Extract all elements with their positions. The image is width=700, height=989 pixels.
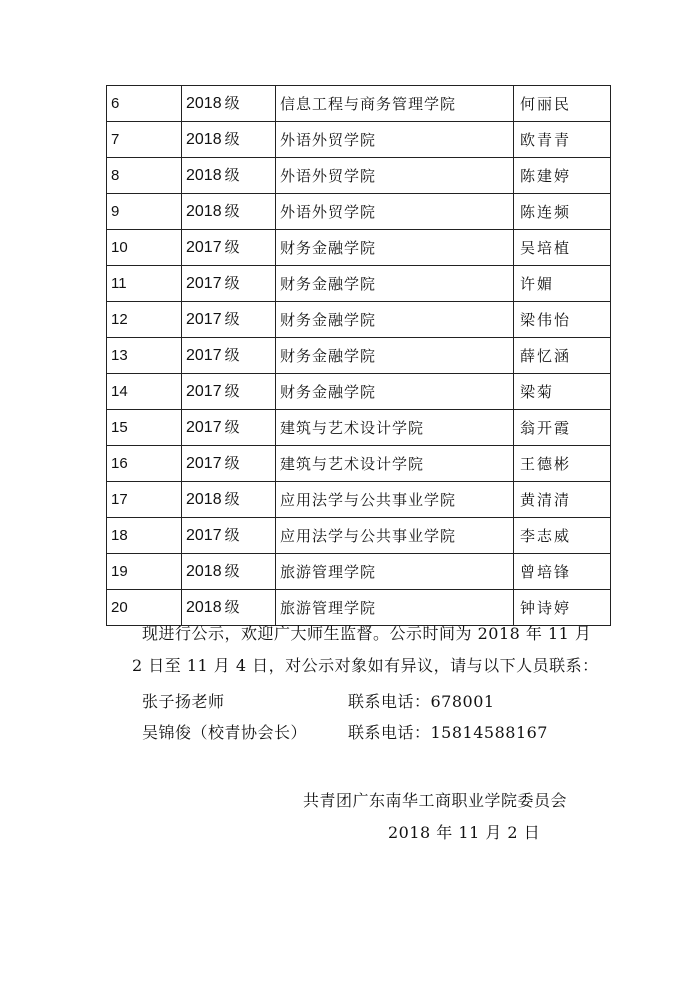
grade-year: 2018 — [186, 599, 222, 616]
cell-name: 欧青青 — [514, 122, 611, 158]
cell-college: 财务金融学院 — [276, 302, 514, 338]
grade-year: 2017 — [186, 311, 222, 328]
cell-number: 11 — [107, 266, 182, 302]
cell-number: 17 — [107, 482, 182, 518]
cell-number: 6 — [107, 86, 182, 122]
cell-name: 薛忆涵 — [514, 338, 611, 374]
cell-college: 建筑与艺术设计学院 — [276, 446, 514, 482]
notice-text-line-1: 现进行公示，欢迎广大师生监督。公示时间为 2018 年 11 月 — [142, 624, 592, 643]
cell-name: 李志威 — [514, 518, 611, 554]
cell-grade — [182, 338, 276, 374]
cell-grade — [182, 554, 276, 590]
table-row — [107, 194, 611, 230]
grade-unit: 级 — [224, 310, 241, 328]
cell-number: 16 — [107, 446, 182, 482]
contact-phone: 联系电话：15814588167 — [348, 723, 548, 742]
cell-name: 陈建婷 — [514, 158, 611, 194]
cell-grade — [182, 374, 276, 410]
grade-year: 2018 — [186, 167, 222, 184]
table-row — [107, 266, 611, 302]
cell-grade — [182, 158, 276, 194]
grade-unit: 级 — [224, 274, 241, 292]
grade-unit: 级 — [224, 526, 241, 544]
cell-number: 10 — [107, 230, 182, 266]
grade-unit: 级 — [224, 490, 241, 508]
cell-name: 许媚 — [514, 266, 611, 302]
cell-name: 曾培锋 — [514, 554, 611, 590]
cell-name: 梁菊 — [514, 374, 611, 410]
grade-year: 2017 — [186, 419, 222, 436]
grade-year: 2017 — [186, 275, 222, 292]
cell-grade — [182, 446, 276, 482]
cell-number: 20 — [107, 590, 182, 626]
cell-name: 吴培植 — [514, 230, 611, 266]
contact-name: 张子扬老师 — [142, 692, 225, 711]
grade-year: 2017 — [186, 383, 222, 400]
table-row — [107, 554, 611, 590]
cell-college: 建筑与艺术设计学院 — [276, 410, 514, 446]
cell-name: 陈连频 — [514, 194, 611, 230]
cell-college: 旅游管理学院 — [276, 554, 514, 590]
table-row — [107, 446, 611, 482]
cell-name: 翁开霞 — [514, 410, 611, 446]
cell-name: 黄清清 — [514, 482, 611, 518]
table-row — [107, 302, 611, 338]
cell-college: 财务金融学院 — [276, 266, 514, 302]
table-row — [107, 158, 611, 194]
cell-college: 外语外贸学院 — [276, 158, 514, 194]
cell-college: 应用法学与公共事业学院 — [276, 518, 514, 554]
signature-date: 2018 年 11 月 2 日 — [388, 823, 541, 842]
table-row — [107, 410, 611, 446]
grade-year: 2017 — [186, 347, 222, 364]
cell-number: 9 — [107, 194, 182, 230]
cell-college: 信息工程与商务管理学院 — [276, 86, 514, 122]
table-row — [107, 374, 611, 410]
cell-grade — [182, 194, 276, 230]
grade-year: 2018 — [186, 95, 222, 112]
cell-name: 何丽民 — [514, 86, 611, 122]
grade-year: 2018 — [186, 563, 222, 580]
cell-grade — [182, 230, 276, 266]
cell-number: 15 — [107, 410, 182, 446]
grade-unit: 级 — [224, 202, 241, 220]
grade-unit: 级 — [224, 166, 241, 184]
cell-number: 13 — [107, 338, 182, 374]
table-row — [107, 338, 611, 374]
table-row — [107, 482, 611, 518]
cell-grade — [182, 518, 276, 554]
table-row — [107, 86, 611, 122]
notice-text-line-2: 2 日至 11 月 4 日，对公示对象如有异议，请与以下人员联系： — [132, 656, 599, 675]
cell-college: 外语外贸学院 — [276, 194, 514, 230]
grade-unit: 级 — [224, 382, 241, 400]
cell-number: 19 — [107, 554, 182, 590]
grade-year: 2018 — [186, 203, 222, 220]
contact-phone: 联系电话：678001 — [348, 692, 495, 711]
cell-number: 12 — [107, 302, 182, 338]
grade-year: 2018 — [186, 491, 222, 508]
signature-organization: 共青团广东南华工商职业学院委员会 — [303, 791, 568, 810]
table-row — [107, 518, 611, 554]
cell-college: 外语外贸学院 — [276, 122, 514, 158]
contact-name: 吴锦俊（校青协会长） — [142, 723, 308, 742]
cell-number: 18 — [107, 518, 182, 554]
grade-year: 2017 — [186, 455, 222, 472]
cell-grade — [182, 86, 276, 122]
cell-name: 梁伟怡 — [514, 302, 611, 338]
cell-grade — [182, 410, 276, 446]
cell-number: 8 — [107, 158, 182, 194]
grade-unit: 级 — [224, 598, 241, 616]
grade-unit: 级 — [224, 130, 241, 148]
cell-grade — [182, 266, 276, 302]
cell-grade — [182, 302, 276, 338]
cell-college: 财务金融学院 — [276, 338, 514, 374]
cell-name: 王德彬 — [514, 446, 611, 482]
grade-unit: 级 — [224, 346, 241, 364]
cell-number: 7 — [107, 122, 182, 158]
grade-unit: 级 — [224, 418, 241, 436]
cell-college: 财务金融学院 — [276, 374, 514, 410]
table-row — [107, 230, 611, 266]
grade-year: 2017 — [186, 527, 222, 544]
grade-year: 2017 — [186, 239, 222, 256]
cell-name: 钟诗婷 — [514, 590, 611, 626]
cell-number: 14 — [107, 374, 182, 410]
roster-table — [106, 85, 611, 626]
table-row — [107, 122, 611, 158]
grade-unit: 级 — [224, 454, 241, 472]
cell-college: 应用法学与公共事业学院 — [276, 482, 514, 518]
grade-year: 2018 — [186, 131, 222, 148]
grade-unit: 级 — [224, 562, 241, 580]
cell-college: 财务金融学院 — [276, 230, 514, 266]
roster-table-body — [107, 86, 611, 626]
cell-college: 旅游管理学院 — [276, 590, 514, 626]
cell-grade — [182, 482, 276, 518]
grade-unit: 级 — [224, 238, 241, 256]
grade-unit: 级 — [224, 94, 241, 112]
cell-grade — [182, 122, 276, 158]
